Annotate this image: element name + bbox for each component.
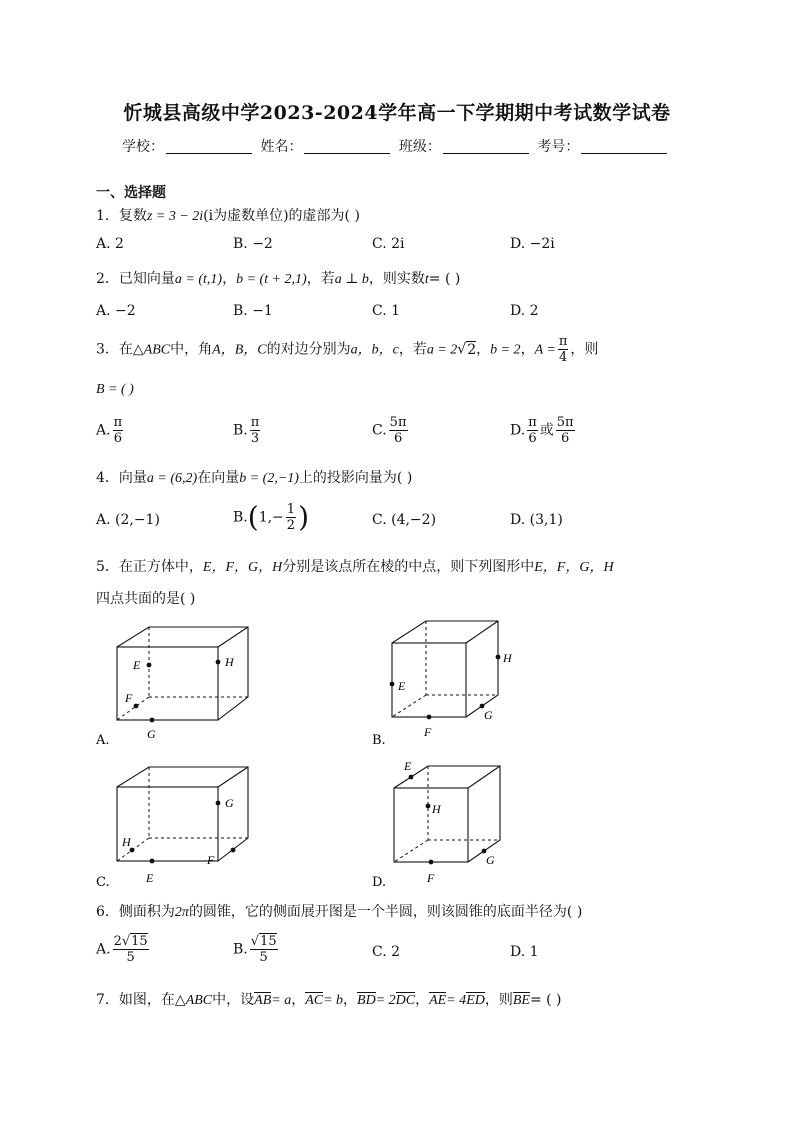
q1-option-b: B. −2 bbox=[233, 236, 273, 252]
q3-b-num: π bbox=[250, 415, 260, 430]
q4-stem-c: 上的投影向量为( ) bbox=[298, 470, 413, 486]
number-blank bbox=[581, 139, 667, 154]
q5-stem-a: 5．在正方体中， bbox=[96, 559, 203, 575]
q7-stem-b: 中，设 bbox=[212, 992, 255, 1008]
q2-stem-c: ，则实数 bbox=[368, 271, 425, 287]
q6-b-num: √15 bbox=[250, 934, 277, 949]
q3-a-prefix: A. bbox=[96, 422, 111, 439]
cube-b-E: E bbox=[398, 679, 406, 693]
q3-option-c bbox=[372, 415, 410, 446]
q4-b-left: 1,− bbox=[258, 509, 284, 526]
cube-d-label: D. bbox=[372, 875, 387, 890]
name-blank bbox=[304, 139, 390, 154]
cube-b-F: F bbox=[424, 725, 432, 739]
q4-stem-b: 在向量 bbox=[197, 470, 240, 486]
q6-b-prefix: B. bbox=[233, 941, 248, 958]
q7-vec-AE: AE bbox=[429, 993, 447, 1008]
cube-a-svg bbox=[92, 622, 272, 752]
cube-a-label: A. bbox=[96, 733, 110, 748]
q3-d-prefix: D. bbox=[510, 422, 526, 439]
q3-stem-c: 的对边分别为 bbox=[266, 341, 351, 358]
q4-option-c: C. (4,−2) bbox=[372, 512, 437, 528]
q3-option-d bbox=[510, 415, 577, 446]
q2-condition: a ⊥ b bbox=[334, 272, 369, 287]
cube-a-G: G bbox=[147, 727, 156, 741]
cube-a-F: F bbox=[125, 691, 133, 705]
q4-vector-a: a = (6,2) bbox=[146, 471, 198, 486]
q3-angles: A，B，C bbox=[212, 342, 267, 358]
cube-c-svg bbox=[92, 762, 272, 892]
q7-eq-a: = a bbox=[271, 993, 292, 1008]
cube-d-svg bbox=[370, 760, 550, 890]
q7-vec-AC: AC bbox=[305, 993, 324, 1008]
q1-stem-a: 1．复数 bbox=[96, 208, 147, 224]
cube-d-E: E bbox=[404, 759, 412, 773]
q3-A-eq: A = bbox=[534, 342, 556, 358]
q1-option-d: D. −2i bbox=[510, 236, 555, 252]
q7-eq-ae: = 4 bbox=[446, 993, 467, 1008]
q4-b-den: 2 bbox=[286, 518, 296, 533]
q1-expr: z = 3 − 2i bbox=[146, 209, 204, 224]
q6-option-a bbox=[96, 934, 151, 965]
q6-option-b bbox=[233, 934, 280, 965]
q3-sqrt2: 2 bbox=[467, 341, 477, 358]
q5-line2: 四点共面的是( ) bbox=[96, 591, 196, 607]
cube-figure-c bbox=[92, 762, 272, 892]
cube-b-svg bbox=[370, 618, 550, 748]
q7-stem-c: ，则 bbox=[484, 992, 513, 1008]
q5-points2: E，F，G，H bbox=[534, 560, 614, 575]
q3-stem-d: ，若 bbox=[398, 341, 427, 358]
q3-stem-a: 3．在△ bbox=[96, 341, 144, 358]
q3-b-eq: b = 2 bbox=[490, 342, 521, 358]
q5-stem-b: 分别是该点所在棱的中点，则下列图形中 bbox=[282, 559, 535, 575]
question-5 bbox=[96, 556, 614, 576]
class-blank bbox=[443, 139, 529, 154]
cube-b-G: G bbox=[484, 708, 493, 722]
q4-option-d: D. (3,1) bbox=[510, 512, 563, 528]
q5-points: E，F，G，H bbox=[202, 560, 283, 575]
question-4 bbox=[96, 467, 412, 487]
q4-b-rparen: ) bbox=[298, 500, 309, 534]
q7-stem-a: 7．如图，在△ bbox=[96, 992, 186, 1008]
q7-eq-b: = b bbox=[323, 993, 344, 1008]
q2-stem-b: ，若 bbox=[306, 271, 335, 287]
q6-b-frac bbox=[250, 934, 278, 965]
school-blank bbox=[166, 139, 252, 154]
q3-b-den: 3 bbox=[250, 431, 260, 446]
q6-area: 2π bbox=[174, 905, 189, 920]
class-label: 班级： bbox=[398, 139, 441, 155]
q7-sep3: ， bbox=[415, 992, 430, 1008]
q2-stem-d: = ( ) bbox=[428, 271, 461, 287]
number-label: 考号： bbox=[537, 139, 580, 155]
q6-b-den: 5 bbox=[259, 950, 268, 965]
q4-vector-b: b = (2,−1) bbox=[239, 471, 299, 486]
q6-stem-b: 的圆锥，它的侧面展开图是一个半圆，则该圆锥的底面半径为( ) bbox=[188, 904, 583, 920]
q4-b-frac bbox=[286, 502, 296, 533]
cube-c-E: E bbox=[146, 871, 154, 885]
q7-vec-BD: BD bbox=[357, 993, 376, 1008]
q6-stem-a: 6．侧面积为 bbox=[96, 904, 175, 920]
question-6 bbox=[96, 901, 582, 921]
q3-line2: B = ( ) bbox=[96, 382, 134, 397]
cube-d-F: F bbox=[427, 871, 435, 885]
q6-a-frac bbox=[113, 934, 149, 965]
q6-a-rad: 15 bbox=[131, 934, 148, 949]
q7-stem-d: = ( ) bbox=[529, 992, 562, 1008]
q4-b-num: 1 bbox=[286, 502, 296, 517]
q2-stem-a: 2．已知向量 bbox=[96, 271, 175, 287]
q3-a-eq: a = 2 bbox=[426, 342, 458, 358]
q3-sep: ， bbox=[476, 341, 491, 358]
q7-vec-BE: BE bbox=[512, 993, 530, 1008]
q2-option-a: A. −2 bbox=[96, 303, 136, 319]
q1-option-a: A. 2 bbox=[96, 236, 124, 252]
q4-stem-a: 4．向量 bbox=[96, 470, 147, 486]
q7-eq-bd: = 2 bbox=[375, 993, 396, 1008]
q3-c-den: 6 bbox=[393, 431, 403, 446]
q3-d-num1: π bbox=[528, 415, 537, 430]
name-label: 姓名： bbox=[260, 139, 303, 155]
cube-figure-a bbox=[92, 622, 272, 752]
q3-sep2: ， bbox=[520, 341, 535, 358]
question-2 bbox=[96, 268, 460, 288]
cube-c-G: G bbox=[225, 796, 234, 810]
q4-b-lparen: ( bbox=[247, 500, 259, 534]
q3-four: 4 bbox=[558, 350, 568, 365]
cube-a-E: E bbox=[133, 658, 141, 672]
question-3: 3．在△ABC中，角A，B，C的对边分别为a，b，c，若a = 2√2，b = 2，A = $\frac{\pi}{4}$ ，则 bbox=[96, 334, 599, 365]
q7-sep2: ， bbox=[343, 992, 358, 1008]
q3-option-a bbox=[96, 415, 125, 446]
cube-b-H: H bbox=[503, 651, 512, 665]
q7-triangle: ABC bbox=[185, 993, 213, 1008]
cube-c-label: C. bbox=[96, 875, 110, 890]
q2-t: t bbox=[424, 272, 429, 287]
q2-vector-b: b = (t + 2,1) bbox=[236, 272, 307, 287]
cube-a-H: H bbox=[225, 655, 234, 669]
q3-stem-e: ，则 bbox=[570, 341, 599, 358]
q7-sep1: ， bbox=[291, 992, 306, 1008]
q3-b-frac bbox=[250, 415, 261, 446]
q3-d-num2: 5π bbox=[556, 415, 574, 430]
q7-vec-AB: AB bbox=[254, 993, 272, 1008]
school-label: 学校： bbox=[122, 139, 164, 155]
q3-d-den2: 6 bbox=[561, 431, 570, 446]
q3-b-prefix: B. bbox=[233, 422, 248, 439]
cube-figure-b bbox=[370, 618, 550, 748]
q1-option-c: C. 2i bbox=[372, 236, 405, 252]
q6-a-den: 5 bbox=[126, 950, 135, 965]
q3-a-frac bbox=[113, 415, 124, 446]
question-1 bbox=[96, 205, 360, 225]
q2-option-d: D. 2 bbox=[510, 303, 539, 319]
q3-stem-b: 中，角 bbox=[170, 341, 213, 358]
cube-c-F: F bbox=[207, 853, 215, 867]
cube-b-label: B. bbox=[372, 733, 386, 748]
q3-option-b bbox=[233, 415, 262, 446]
section-title: 一、选择题 bbox=[96, 185, 166, 201]
cube-d-H: H bbox=[432, 802, 441, 816]
q3-triangle: ABC bbox=[143, 342, 171, 358]
exam-title: 忻城县高级中学2023-2024学年高一下学期期中考试数学试卷 bbox=[123, 102, 671, 124]
q6-a-prefix: A. bbox=[96, 941, 111, 958]
q2-option-b: B. −1 bbox=[233, 303, 273, 319]
q3-c-prefix: C. bbox=[372, 422, 387, 439]
cube-d-G: G bbox=[486, 853, 495, 867]
cube-c-H: H bbox=[122, 835, 131, 849]
q3-a-den: 6 bbox=[113, 431, 122, 446]
q3-c-num: 5π bbox=[389, 415, 407, 430]
q2-sep: ， bbox=[222, 271, 237, 287]
q3-d-den1: 6 bbox=[528, 431, 537, 446]
cube-figure-d bbox=[370, 760, 550, 890]
q6-option-d: D. 1 bbox=[510, 944, 539, 960]
q3-d-mid: 或 bbox=[539, 422, 554, 439]
q1-stem-b: (i为虚数单位)的虚部为( ) bbox=[203, 208, 360, 224]
q7-vec-DC: DC bbox=[395, 993, 416, 1008]
q6-b-rad: 15 bbox=[260, 934, 277, 949]
q3-pi-over-4 bbox=[558, 334, 569, 365]
q4-option-b bbox=[233, 502, 309, 533]
q3-a-num: π bbox=[113, 415, 123, 430]
q6-option-c: C. 2 bbox=[372, 944, 401, 960]
q3-d-frac1 bbox=[527, 415, 538, 446]
question-7 bbox=[96, 989, 562, 1009]
q6-a-num: 2√15 bbox=[113, 934, 148, 949]
q3-sides: a，b，c bbox=[350, 342, 399, 358]
q7-vec-ED: ED bbox=[466, 993, 485, 1008]
q4-b-prefix: B. bbox=[233, 509, 248, 526]
q3-d-frac2 bbox=[556, 415, 575, 446]
q6-a-coef: 2 bbox=[113, 934, 122, 949]
q3-c-frac bbox=[389, 415, 408, 446]
student-info-line bbox=[122, 136, 671, 156]
q4-option-a: A. (2,−1) bbox=[96, 512, 160, 528]
q2-option-c: C. 1 bbox=[372, 303, 401, 319]
q2-vector-a: a = (t,1) bbox=[174, 272, 223, 287]
q3-pi: π bbox=[558, 334, 568, 349]
